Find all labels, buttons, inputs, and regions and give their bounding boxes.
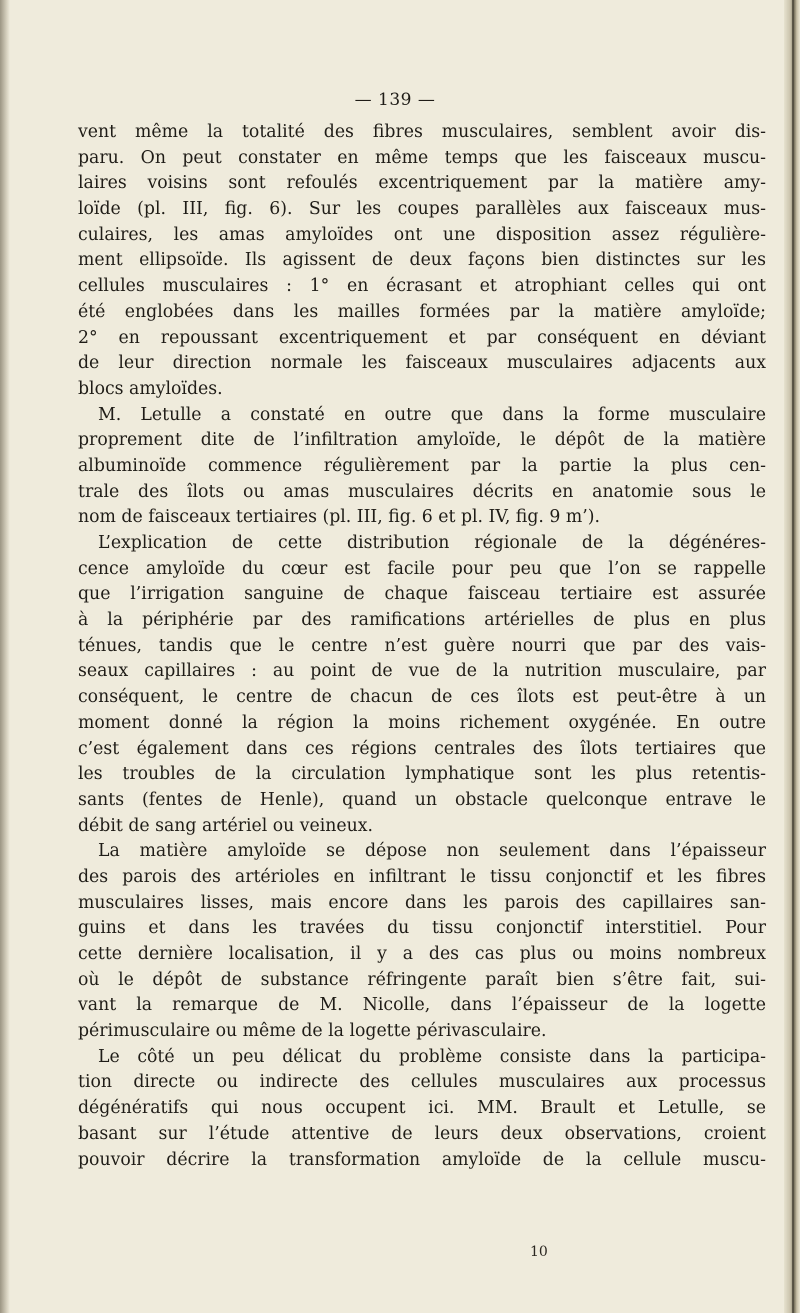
page-edge-line [792, 0, 794, 1313]
text-line: loïde (pl. III, fig. 6). Sur les coupes parallèles aux faisceaux mus- [78, 199, 766, 220]
text-line: L’explication de cette distribution régionale de la dégénéres- [98, 533, 766, 553]
text-line: La matière amyloïde se dépose non seulement dans l’épaisseur [98, 841, 766, 862]
text-line: albuminoïde commence régulièrement par la partie la plus cen- [78, 455, 766, 476]
text-line: des parois des artérioles en infiltrant le tissu conjonctif et les fibres [78, 866, 766, 887]
text-line: nom de faisceaux tertiaires (pl. III, fig. 6 et pl. IV, fig. 9 m’). [78, 507, 600, 528]
text-line: culaires, les amas amyloïdes ont une disposition assez régulière- [78, 224, 766, 245]
text-line: débit de sang artériel ou veineux. [78, 815, 373, 836]
text-line: à la périphérie par des ramifications artérielles de plus en plus [78, 610, 766, 631]
text-line: conséquent, le centre de chacun de ces îlots est peut-être à un [78, 687, 766, 708]
text-line: basant sur l’étude attentive de leurs deux observations, croient [78, 1123, 766, 1144]
text-line: été englobées dans les mailles formées par la matière amyloïde; [78, 301, 766, 322]
text-line: cellules musculaires : 1° en écrasant et atrophiant celles qui ont [78, 276, 766, 297]
text-line: vant la remarque de M. Nicolle, dans l’épaisseur de la logette [78, 995, 766, 1016]
text-line: pouvoir décrire la transformation amyloïde de la cellule muscu- [78, 1149, 766, 1170]
body-text [78, 120, 766, 1173]
text-line: c’est également dans ces régions centrales des îlots tertiaires que [78, 738, 766, 759]
text-line: dégénératifs qui nous occupent ici. MM. Brault et Letulle, se [78, 1098, 766, 1119]
text-line: de leur direction normale les faisceaux musculaires adjacents aux [78, 353, 766, 374]
text-line: sants (fentes de Henle), quand un obstacle quelconque entrave le [78, 789, 766, 810]
text-line: 2° en repoussant excentriquement et par conséquent en déviant [78, 327, 766, 348]
text-line: vent même la totalité des fibres musculaires, semblent avoir dis- [78, 122, 766, 142]
text-line: guins et dans les travées du tissu conjonctif interstitiel. Pour [78, 918, 766, 939]
page-number-header: — 139 — [354, 90, 436, 110]
text-line: laires voisins sont refoulés excentriquement par la matière amy- [78, 173, 766, 194]
text-line: moment donné la région la moins richement oxygénée. En outre [78, 712, 766, 733]
text-line: cence amyloïde du cœur est facile pour peu que l’on se rappelle [78, 558, 766, 579]
text-line: Le côté un peu délicat du problème consiste dans la participa- [98, 1046, 766, 1067]
text-line: proprement dite de l’infiltration amyloïde, le dépôt de la matière [78, 430, 766, 451]
text-line: cette dernière localisation, il y a des cas plus ou moins nombreux [78, 944, 766, 964]
text-line: tion directe ou indirecte des cellules musculaires aux processus [78, 1072, 766, 1093]
text-line: ment ellipsoïde. Ils agissent de deux façons bien distinctes sur les [78, 250, 766, 271]
signature-mark: 10 [530, 1244, 548, 1260]
text-line: seaux capillaires : au point de vue de la nutrition musculaire, par [78, 661, 766, 682]
text-line: ténues, tandis que le centre n’est guère nourri que par des vais- [78, 635, 766, 656]
page-gutter-shadow [0, 0, 10, 1313]
text-line: paru. On peut constater en même temps que les faisceaux muscu- [78, 147, 766, 168]
text-line: périmusculaire ou même de la logette périvasculaire. [78, 1021, 547, 1042]
text-line: que l’irrigation sanguine de chaque faisceau tertiaire est assurée [78, 584, 766, 605]
text-line: musculaires lisses, mais encore dans les parois des capillaires san- [78, 892, 766, 913]
text-line: M. Letulle a constaté en outre que dans la forme musculaire [98, 404, 766, 425]
text-line: où le dépôt de substance réfringente paraît bien s’être fait, sui- [78, 969, 766, 990]
text-line: trale des îlots ou amas musculaires décrits en anatomie sous le [78, 481, 766, 502]
text-line: les troubles de la circulation lymphatique sont les plus retentis- [78, 764, 766, 785]
text-line: blocs amyloïdes. [78, 378, 223, 399]
